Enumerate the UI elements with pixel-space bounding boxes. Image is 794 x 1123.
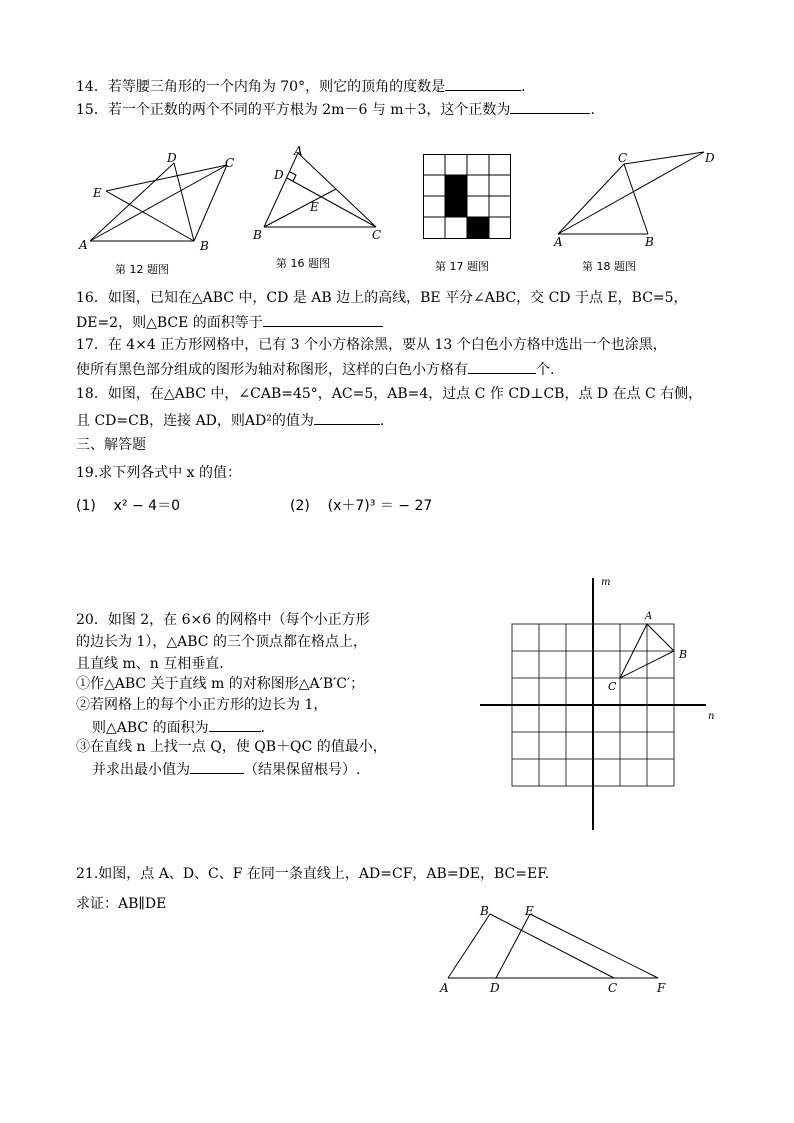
fig18-segment-ad xyxy=(558,152,704,234)
fig18-label-d: D xyxy=(705,151,715,165)
fig20-label-m: m xyxy=(601,577,611,588)
question-20-item1: ①作△ABC 关于直线 m 的对称图形△A′B′C′； xyxy=(76,676,365,692)
answer-blank-20-min[interactable] xyxy=(190,759,244,774)
fig18-label-c: C xyxy=(618,151,628,165)
fig16-label-c: C xyxy=(372,228,382,242)
fig21-segment-ef xyxy=(530,914,658,978)
question-19-title: 19.求下列各式中 x 的值： xyxy=(76,465,242,481)
question-20-item3b: 并求出最小值为 （结果保留根号）. xyxy=(92,759,360,779)
fig16-label-e: E xyxy=(310,200,319,214)
fig21-label-d: D xyxy=(490,981,500,995)
fig20-label-c: C xyxy=(608,680,617,693)
question-20-line2: 的边长为 1），△ABC 的三个顶点都在格点上， xyxy=(76,634,367,650)
fig16-label-d: D xyxy=(274,168,284,182)
caption-figure-12: 第 12 题图 xyxy=(115,263,169,276)
question-19-part1: (1) x² − 4＝0 xyxy=(76,498,180,514)
question-15: 15．若一个正数的两个不同的平方根为 2m－6 与 m＋3，这个正数为 . xyxy=(76,99,595,119)
fig20-label-n: n xyxy=(708,711,715,722)
fig16-label-a: A xyxy=(294,144,303,158)
fig16-label-b: B xyxy=(253,228,262,242)
question-19-part2: (2) (x＋7)³ ＝ − 27 xyxy=(290,498,433,514)
fig21-label-b: B xyxy=(480,904,489,918)
figure-18 xyxy=(548,145,728,250)
fig12-segment-ac xyxy=(90,165,227,241)
fig12-segment-ec xyxy=(106,165,227,191)
fig18-segment-cd xyxy=(624,152,704,164)
fig18-segment-ac xyxy=(558,164,624,234)
question-20-item3: ③在直线 n 上找一点 Q，使 QB＋QC 的值最小， xyxy=(76,739,387,755)
figure-21 xyxy=(432,900,682,1000)
fig21-label-f: F xyxy=(657,981,666,995)
fig21-label-e: E xyxy=(525,904,534,918)
fig16-segment-be xyxy=(264,189,336,227)
fig21-label-c: C xyxy=(608,981,618,995)
fig12-segment-bc xyxy=(194,165,227,241)
fig18-label-b: B xyxy=(645,235,654,249)
fig12-segment-ad xyxy=(90,163,174,241)
answer-blank-16[interactable] xyxy=(263,312,383,327)
figure-17-grid xyxy=(423,154,513,240)
fig21-segment-de xyxy=(496,914,530,978)
figure-12 xyxy=(70,145,240,255)
caption-figure-16: 第 16 题图 xyxy=(276,257,330,270)
fig12-label-c: C xyxy=(225,156,235,170)
fig17-black-cell-col3 xyxy=(467,217,489,238)
fig12-label-e: E xyxy=(93,186,102,200)
question-16-line1: 16．如图，已知在△ABC 中，CD 是 AB 边上的高线，BE 平分∠ABC，交 CD 于点 E，BC=5， xyxy=(76,290,688,306)
answer-blank-20-area[interactable] xyxy=(209,717,261,732)
question-20-item2b: 则△ABC 的面积为 . xyxy=(92,717,265,737)
fig21-segment-bc xyxy=(490,914,614,978)
answer-blank-18[interactable] xyxy=(314,410,380,425)
fig20-label-b: B xyxy=(679,648,688,661)
figure-16 xyxy=(248,145,398,245)
fig16-segment-ab xyxy=(264,153,298,227)
fig12-label-a: A xyxy=(79,238,88,252)
question-17-line1: 17．在 4×4 正方形网格中，已有 3 个小方格涂黑，要从 13 个白色小方格中选出一个也涂黑， xyxy=(76,337,667,353)
figure-20-grid xyxy=(478,574,728,834)
question-21-line2: 求证：AB∥DE xyxy=(76,896,167,912)
question-17-line2: 使所有黑色部分组成的图形为轴对称图形，这样的白色小方格有 个. xyxy=(76,359,554,379)
caption-figure-18: 第 18 题图 xyxy=(582,260,636,273)
question-18-line1: 18．如图，在△ABC 中，∠CAB=45°，AC=5，AB=4，过点 C 作 CD⊥CB，点 D 在点 C 右侧， xyxy=(76,386,703,402)
fig12-label-b: B xyxy=(200,239,209,253)
fig21-segment-ab xyxy=(448,914,490,978)
fig21-label-a: A xyxy=(440,981,449,995)
answer-blank-17[interactable] xyxy=(468,359,536,374)
section-heading-3: 三、解答题 xyxy=(76,437,146,453)
fig18-label-a: A xyxy=(554,235,563,249)
answer-blank-15[interactable] xyxy=(510,99,590,114)
answer-blank-14[interactable] xyxy=(445,76,521,91)
question-20-line1: 20．如图 2，在 6×6 的网格中（每个小正方形 xyxy=(76,612,370,628)
question-18-line2: 且 CD=CB，连接 AD，则AD²的值为 . xyxy=(76,410,384,430)
fig12-label-d: D xyxy=(167,151,177,165)
question-21-line1: 21.如图，点 A、D、C、F 在同一条直线上，AD=CF，AB=DE，BC=EF. xyxy=(76,866,550,882)
question-20-item2: ②若网格上的每个小正方形的边长为 1， xyxy=(76,697,328,713)
question-16-line2: DE=2，则△BCE 的面积等于 xyxy=(76,312,383,332)
fig20-label-a: A xyxy=(645,611,653,622)
fig12-segment-eb xyxy=(106,191,194,241)
question-14: 14．若等腰三角形的一个内角为 70°，则它的顶角的度数是 . xyxy=(76,76,526,96)
caption-figure-17: 第 17 题图 xyxy=(435,260,489,273)
question-20-line3: 且直线 m、n 互相垂直. xyxy=(76,656,224,672)
fig18-segment-cb xyxy=(624,164,648,234)
